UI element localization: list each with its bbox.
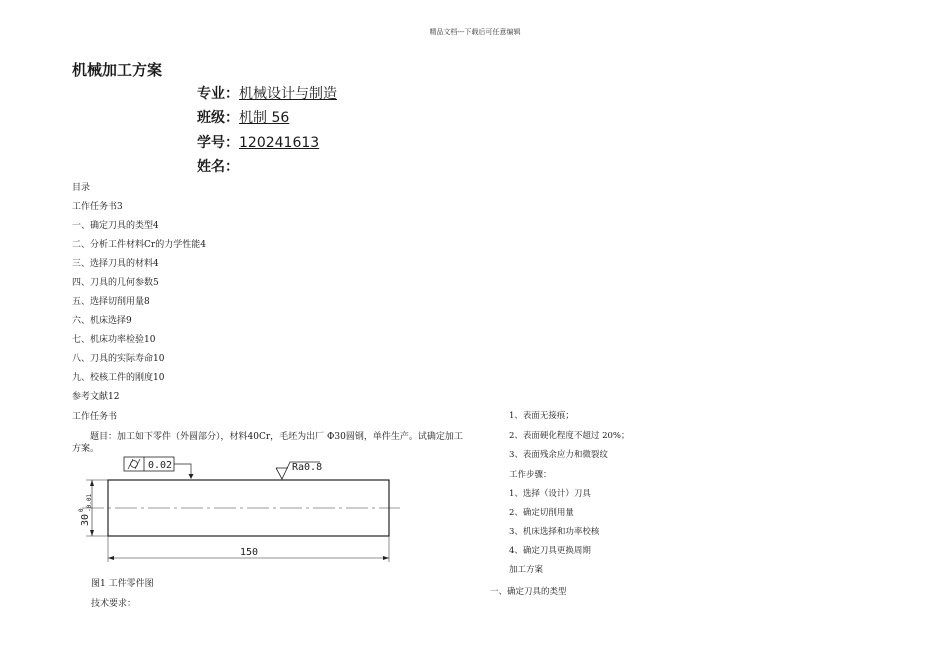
- info-label: 专业：: [197, 86, 239, 102]
- info-row-major: [197, 83, 337, 103]
- tolerance-value: 0.02: [148, 460, 173, 471]
- requirement-item: 3、表面残余应力和微裂纹: [509, 450, 608, 460]
- info-row-name: [197, 156, 239, 176]
- section-heading: 一、确定刀具的类型: [490, 587, 567, 597]
- toc-item[interactable]: 四、刀具的几何参数5: [72, 278, 159, 288]
- info-row-student-id: [197, 132, 319, 152]
- steps-heading: 工作步骤：: [509, 470, 552, 480]
- info-label: 班级：: [197, 110, 239, 126]
- step-item: 4、确定刀具更换周期: [509, 546, 591, 556]
- toc-item[interactable]: 六、机床选择9: [72, 316, 132, 326]
- diameter-value: 30: [80, 513, 91, 526]
- diameter-tolerance-upper: 0: [78, 508, 85, 512]
- task-heading: 工作任务书: [72, 412, 118, 422]
- step-item: 1、选择（设计）刀具: [509, 489, 591, 499]
- tech-requirements-label: 技术要求：: [91, 599, 137, 609]
- diameter-tolerance-lower: -0.01: [86, 493, 93, 512]
- toc-item[interactable]: 五、选择切削用量8: [72, 297, 150, 307]
- step-item: 3、机床选择和功率校核: [509, 527, 600, 537]
- toc-item[interactable]: 一、确定刀具的类型4: [72, 221, 159, 231]
- info-value: 120241613: [239, 135, 320, 151]
- info-row-class: [197, 107, 289, 127]
- requirement-item: 1、表面无接痕；: [509, 411, 574, 421]
- plan-heading: 加工方案: [509, 565, 544, 575]
- toc-item[interactable]: 八、刀具的实际寿命10: [72, 354, 165, 364]
- info-label: 姓名：: [197, 159, 239, 175]
- step-item: 2、确定切削用量: [509, 508, 574, 518]
- cylindricity-icon: [128, 459, 140, 469]
- toc-item[interactable]: 参考文献12: [72, 392, 120, 402]
- toc-item[interactable]: 七、机床功率检验10: [72, 335, 156, 345]
- info-value: 机制 56: [239, 110, 290, 126]
- figure-caption: 图1 工件零件图: [91, 579, 154, 589]
- info-value: 机械设计与制造: [239, 86, 337, 102]
- header-note: 精品文档---下载后可任意编辑: [429, 28, 521, 36]
- document-title: 机械加工方案: [72, 61, 163, 79]
- requirement-item: 2、表面硬化程度不超过 20%；: [509, 431, 630, 441]
- toc-item[interactable]: 工作任务书3: [72, 202, 123, 212]
- task-paragraph: 题目：加工如下零件（外圆部分），材料40Cr，毛坯为出厂 Φ30圆钢，单件生产。试确定加工方案。: [72, 432, 463, 454]
- info-label: 学号：: [197, 135, 239, 151]
- toc-item[interactable]: 三、选择刀具的材料4: [72, 259, 159, 269]
- toc-item[interactable]: 二、分析工件材料Cr的力学性能4: [72, 240, 206, 250]
- roughness-value: Ra0.8: [292, 462, 323, 473]
- toc-heading: 目录: [72, 183, 91, 193]
- toc-item[interactable]: 九、校核工件的刚度10: [72, 373, 165, 383]
- length-value: 150: [240, 547, 259, 558]
- part-drawing: [74, 452, 404, 564]
